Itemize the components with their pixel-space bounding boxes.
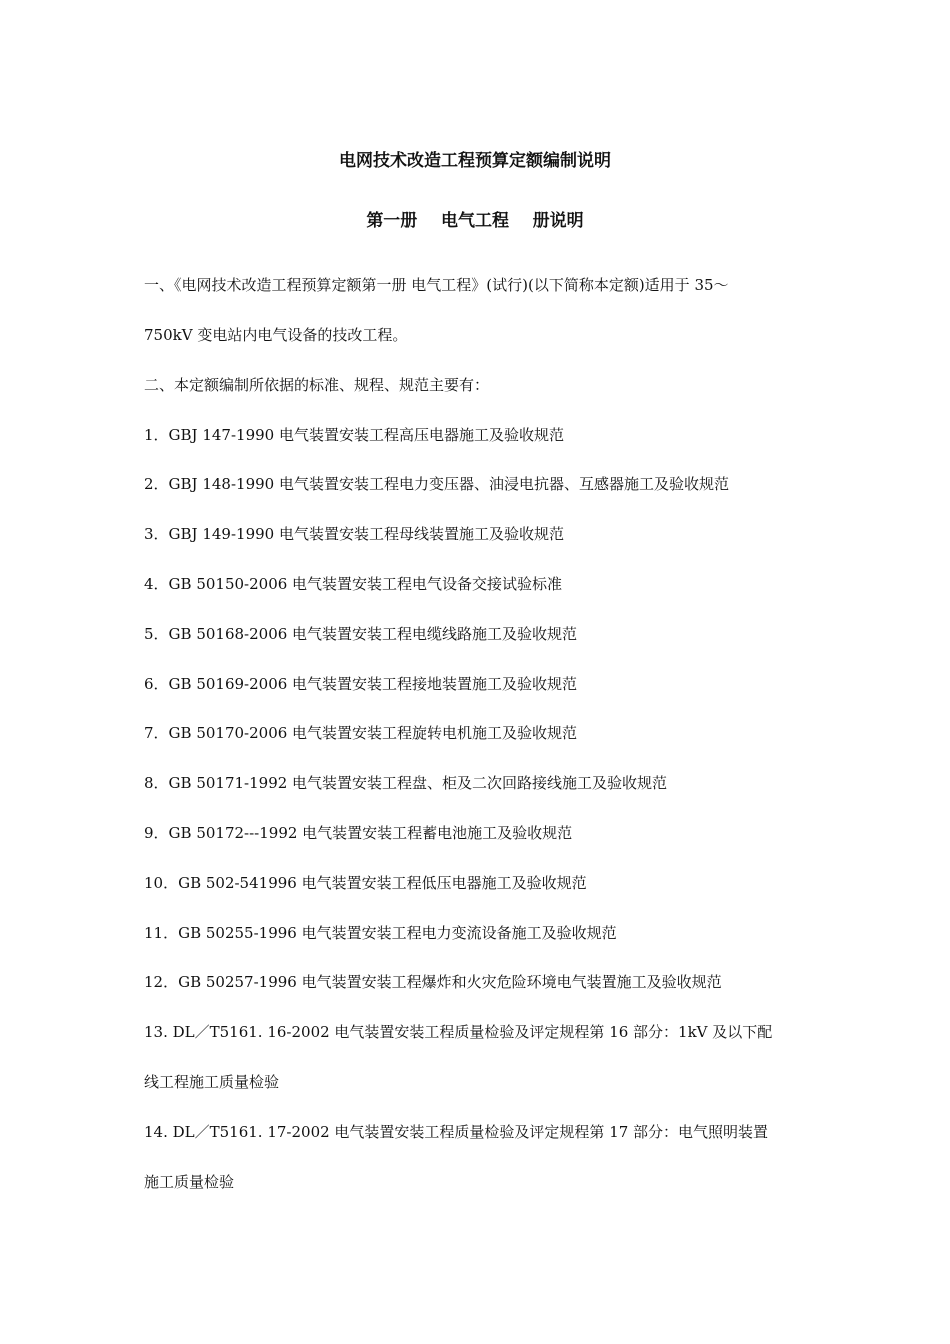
paragraph-line-3: 二、本定额编制所依据的标准、规程、规范主要有： (144, 376, 490, 394)
paragraph-line-2: 750kV 变电站内电气设备的技改工程。 (144, 326, 408, 344)
standard-item-4: 4．GB 50150-2006 电气装置安装工程电气设备交接试验标准 (144, 575, 563, 593)
standard-item-3: 3．GBJ 149-1990 电气装置安装工程母线装置施工及验收规范 (144, 525, 564, 543)
standard-item-6: 6．GB 50169-2006 电气装置安装工程接地装置施工及验收规范 (144, 675, 578, 693)
volume-subtitle: 第一册 电气工程 册说明 (366, 211, 584, 231)
standard-item-13: 13. DL／T5161. 16-2002 电气装置安装工程质量检验及评定规程第 16 部分：1kV 及以下配 (144, 1023, 773, 1041)
standard-item-2: 2．GBJ 148-1990 电气装置安装工程电力变压器、油浸电抗器、互感器施工及验收规范 (144, 475, 729, 493)
standard-item-9: 9．GB 50172---1992 电气装置安装工程蓄电池施工及验收规范 (144, 824, 573, 842)
standard-item-7: 7．GB 50170-2006 电气装置安装工程旋转电机施工及验收规范 (144, 724, 578, 742)
standard-item-14-continued: 施工质量检验 (144, 1173, 235, 1191)
paragraph-line-1: 一、《电网技术改造工程预算定额第一册 电气工程》(试行)(以下简称本定额)适用于 35～ (144, 276, 729, 294)
standard-item-1: 1．GBJ 147-1990 电气装置安装工程高压电器施工及验收规范 (144, 426, 564, 444)
standard-item-11: 11．GB 50255-1996 电气装置安装工程电力变流设备施工及验收规范 (144, 924, 617, 942)
standard-item-12: 12．GB 50257-1996 电气装置安装工程爆炸和火灾危险环境电气装置施工及验收规范 (144, 973, 722, 991)
standard-item-5: 5．GB 50168-2006 电气装置安装工程电缆线路施工及验收规范 (144, 625, 578, 643)
standard-item-13-continued: 线工程施工质量检验 (144, 1073, 280, 1091)
standard-item-10: 10．GB 502-541996 电气装置安装工程低压电器施工及验收规范 (144, 874, 587, 892)
document-title: 电网技术改造工程预算定额编制说明 (339, 151, 611, 171)
standard-item-14: 14. DL／T5161. 17-2002 电气装置安装工程质量检验及评定规程第 17 部分：电气照明装置 (144, 1123, 769, 1141)
standard-item-8: 8．GB 50171-1992 电气装置安装工程盘、柜及二次回路接线施工及验收规范 (144, 774, 668, 792)
